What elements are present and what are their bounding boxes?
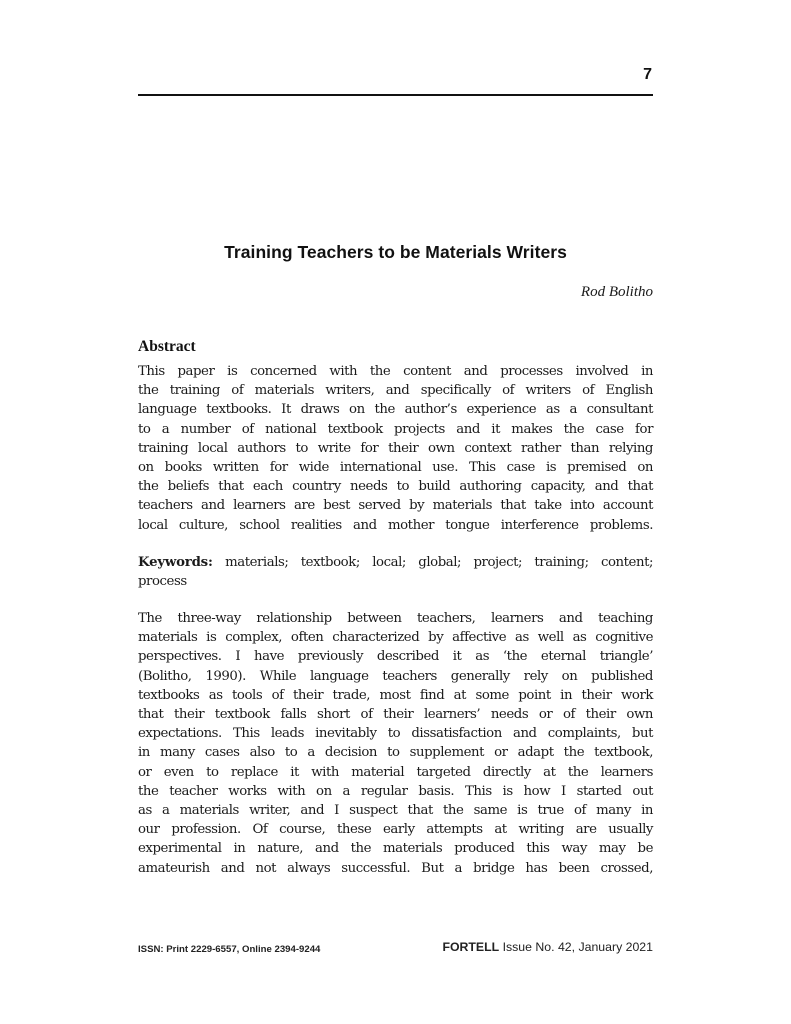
body-line: the teacher works with on a regular basis. This is how I started out: [138, 783, 653, 799]
abstract-heading: Abstract: [138, 338, 196, 355]
keywords-line: [138, 553, 653, 572]
keywords-label: Keywords:: [138, 555, 213, 570]
abstract-line: training local authors to write for their own context rather than relying: [138, 440, 653, 456]
body-line: amateurish and not always successful. But a bridge has been crossed,: [138, 860, 653, 876]
body-line: expectations. This leads inevitably to dissatisfaction and complaints, but: [138, 726, 653, 742]
abstract-line: This paper is concerned with the content and processes involved in: [138, 364, 653, 379]
body-line: in many cases also to a decision to supplement or adapt the textbook,: [138, 745, 653, 761]
body-line: experimental in nature, and the materials produced this way may be: [138, 841, 653, 857]
keywords-list: materials; textbook; local; global; project; training; content;: [225, 555, 653, 570]
body-line: perspectives. I have previously described it as ‘the eternal triangle’: [138, 649, 653, 665]
header-rule: [138, 94, 653, 96]
body-line: as a materials writer, and I suspect that the same is true of many in: [138, 803, 653, 819]
page-number: 7: [643, 66, 652, 83]
abstract-line: language textbooks. It draws on the author’s experience as a consultant: [138, 402, 653, 418]
body-line: (Bolitho, 1990). While language teachers generally rely on published: [138, 668, 653, 684]
body-line: The three-way relationship between teachers, learners and teaching: [138, 611, 653, 626]
keywords-line-continued: process: [138, 574, 187, 590]
article-author: Rod Bolitho: [580, 284, 653, 300]
keywords-block: [138, 553, 653, 591]
abstract-body: [138, 362, 653, 535]
body-line: our profession. Of course, these early attempts at writing are usually: [138, 822, 653, 838]
footer-issn: ISSN: Print 2229-6557, Online 2394-9244: [138, 944, 321, 955]
main-body-text: [138, 609, 653, 878]
abstract-line: the training of materials writers, and specifically of writers of English: [138, 383, 653, 399]
body-line: textbooks as tools of their trade, most find at some point in their work: [138, 687, 653, 703]
body-line: materials is complex, often characterized by affective as well as cognitive: [138, 630, 653, 646]
body-line: that their textbook falls short of their learners’ needs or of their own: [138, 707, 653, 723]
body-line: or even to replace it with material targeted directly at the learners: [138, 764, 653, 780]
abstract-line: to a number of national textbook projects and it makes the case for: [138, 421, 653, 437]
abstract-line: the beliefs that each country needs to build authoring capacity, and that: [138, 479, 653, 495]
footer-issue: Issue No. 42, January 2021: [502, 940, 653, 954]
abstract-line: local culture, school realities and mother tongue interference problems.: [138, 517, 653, 533]
footer-journal-info: [380, 940, 653, 954]
abstract-line: on books written for wide international use. This case is premised on: [138, 460, 653, 476]
article-title: Training Teachers to be Materials Writers: [224, 242, 567, 262]
footer-journal-name: FORTELL: [442, 940, 500, 954]
abstract-line: teachers and learners are best served by materials that take into account: [138, 498, 653, 514]
